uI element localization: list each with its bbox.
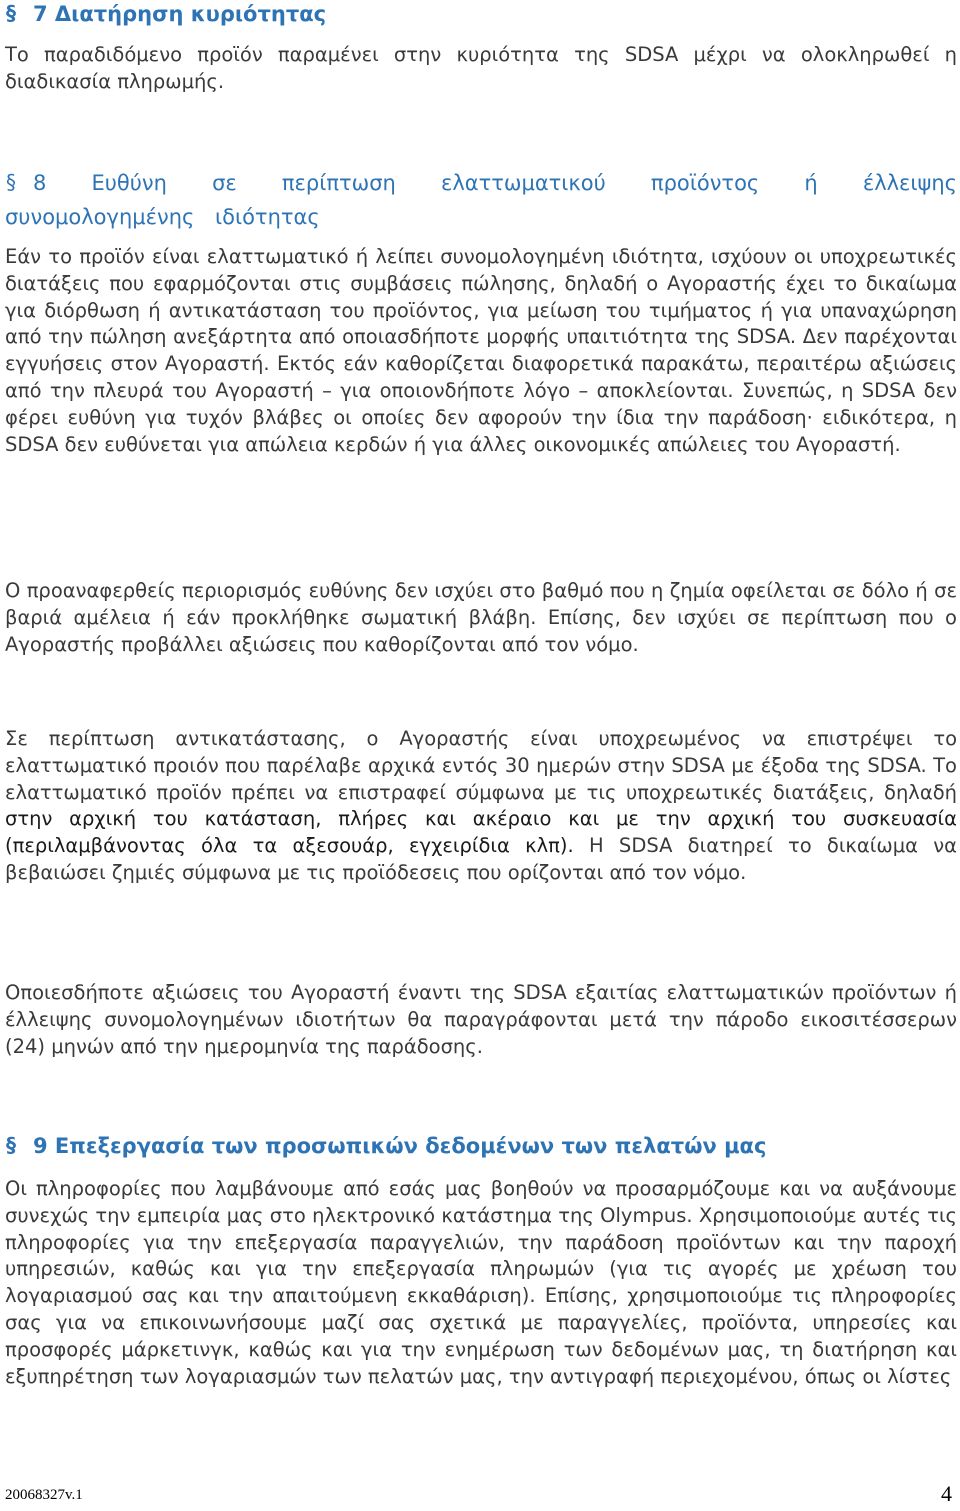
section-sign-icon — [5, 171, 23, 193]
section-7-heading: § 7 Διατήρηση κυριότητας — [6, 2, 327, 26]
svg-text:§: § — [6, 171, 16, 193]
section-8-heading: § 8 Ευθύνη σε περίπτωση ελαττωματικού προϊόντος ή έλλειψης συνομολογημένης ιδιότητας — [5, 171, 957, 229]
document-version: 20068327v.1 — [5, 1487, 83, 1503]
section-7 — [5, 0, 957, 29]
section-7-paragraph: Το παραδιδόμενο προϊόν παραμένει στην κυριότητα της SDSA μέχρι να ολοκληρωθεί η διαδικασία πληρωμής. — [5, 43, 957, 93]
page-number: 4 — [941, 1481, 952, 1506]
svg-text:§: § — [6, 2, 16, 24]
section-9 — [5, 1131, 957, 1161]
section-9-paragraph-1: Οι πληροφορίες που λαμβάνουμε από εσάς μας βοηθούν να προσαρμόζουμε και να αυξάνουμε συνεχώς την εμπειρία μας στο ηλεκτρονικό κατάστημα της Olympus. Χρησιμοποιούμε αυτές τις πληροφορίες για την επεξεργασία παραγγελιών, την παράδοση προϊόντων και την παροχή υπηρεσιών, καθώς και για την επεξεργασία πληρωμών (για τις αγορές με χρέωση του λογαριασμού σας και την απαιτούμενη εκκαθάριση). Επίσης, χρησιμοποιούμε τις πληροφορίες σας για να επικοινωνήσουμε μαζί σας σχετικά με παραγγελίες, προϊόντα, υπηρεσίες και προσφορές μάρκετινγκ, καθώς και για την ενημέρωση των δεδομένων μας, τη διατήρηση και εξυπηρέτηση των λογαριασμών των πελατών μας, την αντιγραφή περιεχομένου, όπως οι λίστες — [5, 1177, 957, 1388]
section-9-heading: § 9 Επεξεργασία των προσωπικών δεδομένων των πελατών μας — [6, 1134, 767, 1158]
replacement-conditions: στην αρχική του κατάσταση, πλήρες και ακέραιο και με την αρχική του συσκευασία (περιλαμβάνοντας όλα τα αξεσουάρ, εγχειρίδια κλπ). — [5, 807, 957, 858]
section-8-paragraph-3: Σε περίπτωση αντικατάστασης, ο Αγοραστής είναι υποχρεωμένος να επιστρέψει το ελαττωματικό προιόν που παρέλαβε αρχικά εντός 30 ημερών στην SDSA με έξοδα της SDSA. Το ελαττωματικό προϊόν πρέπει να επιστραφεί σύμφωνα με τις υποχρεωτικές διατάξεις, δηλαδή στην αρχική του κατάσταση, πλήρες και ακέραιο και με την αρχική του συσκευασία (περιλαμβάνοντας όλα τα αξεσουάρ, εγχειρίδια κλπ). Η SDSA διατηρεί το δικαίωμα να βεβαιώσει ζημιές σύμφωνα με τις προϊόδεσεις που ορίζονται από τον νόμο. — [5, 727, 957, 884]
section-sign-icon — [5, 2, 23, 24]
section-8-paragraph-2: Ο προαναφερθείς περιορισμός ευθύνης δεν ισχύει στο βαθμό που η ζημία οφείλεται σε δόλο ή σε βαριά αμέλεια ή εάν προκλήθηκε σωματική βλάβη. Επίσης, δεν ισχύει σε περίπτωση που ο Αγοραστής προβάλλει αξιώσεις που καθορίζονται από τον νόμο. — [5, 579, 957, 656]
section-sign-icon — [5, 1134, 23, 1156]
section-8-paragraph-4: Οποιεσδήποτε αξιώσεις του Αγοραστή έναντι της SDSA εξαιτίας ελαττωματικών προϊόντων ή έλλειψης συνομολογημένων ιδιοτήτων θα παραγράφονται μετά την πάροδο εικοσιτέσσερων (24) μηνών από την ημερομηνία της παράδοσης. — [5, 981, 957, 1058]
section-8 — [5, 166, 957, 234]
svg-text:§: § — [6, 1134, 16, 1156]
section-8-paragraph-1: Εάν το προϊόν είναι ελαττωματικό ή λείπει συνομολογημένη ιδιότητα, ισχύουν οι υποχρεωτικές διατάξεις που εφαρμόζονται στις συμβάσεις πώλησης, δηλαδή ο Αγοραστής έχει το δικαίωμα για διόρθωση ή αντικατάσταση του προϊόντος, για μείωση του τιμήματος ή για υπαναχώρηση από την πώληση ανεξάρτητα από οποιασδήποτε μορφής υπαιτιότητα της SDSA. Δεν παρέχονται εγγυήσεις στον Αγοραστή. Εκτός εάν καθορίζεται διαφορετικά παρακάτω, περαιτέρω αξιώσεις από την πλευρά του Αγοραστή – για οποιονδήποτε λόγο – αποκλείονται. Συνεπώς, η SDSA δεν φέρει ευθύνη για τυχόν βλάβες οι οποίες δεν αφορούν την ίδια την παράδοση· ειδικότερα, η SDSA δεν ευθύνεται για απώλεια κερδών ή για άλλες οικονομικές απώλειες του Αγοραστή. — [5, 245, 957, 456]
